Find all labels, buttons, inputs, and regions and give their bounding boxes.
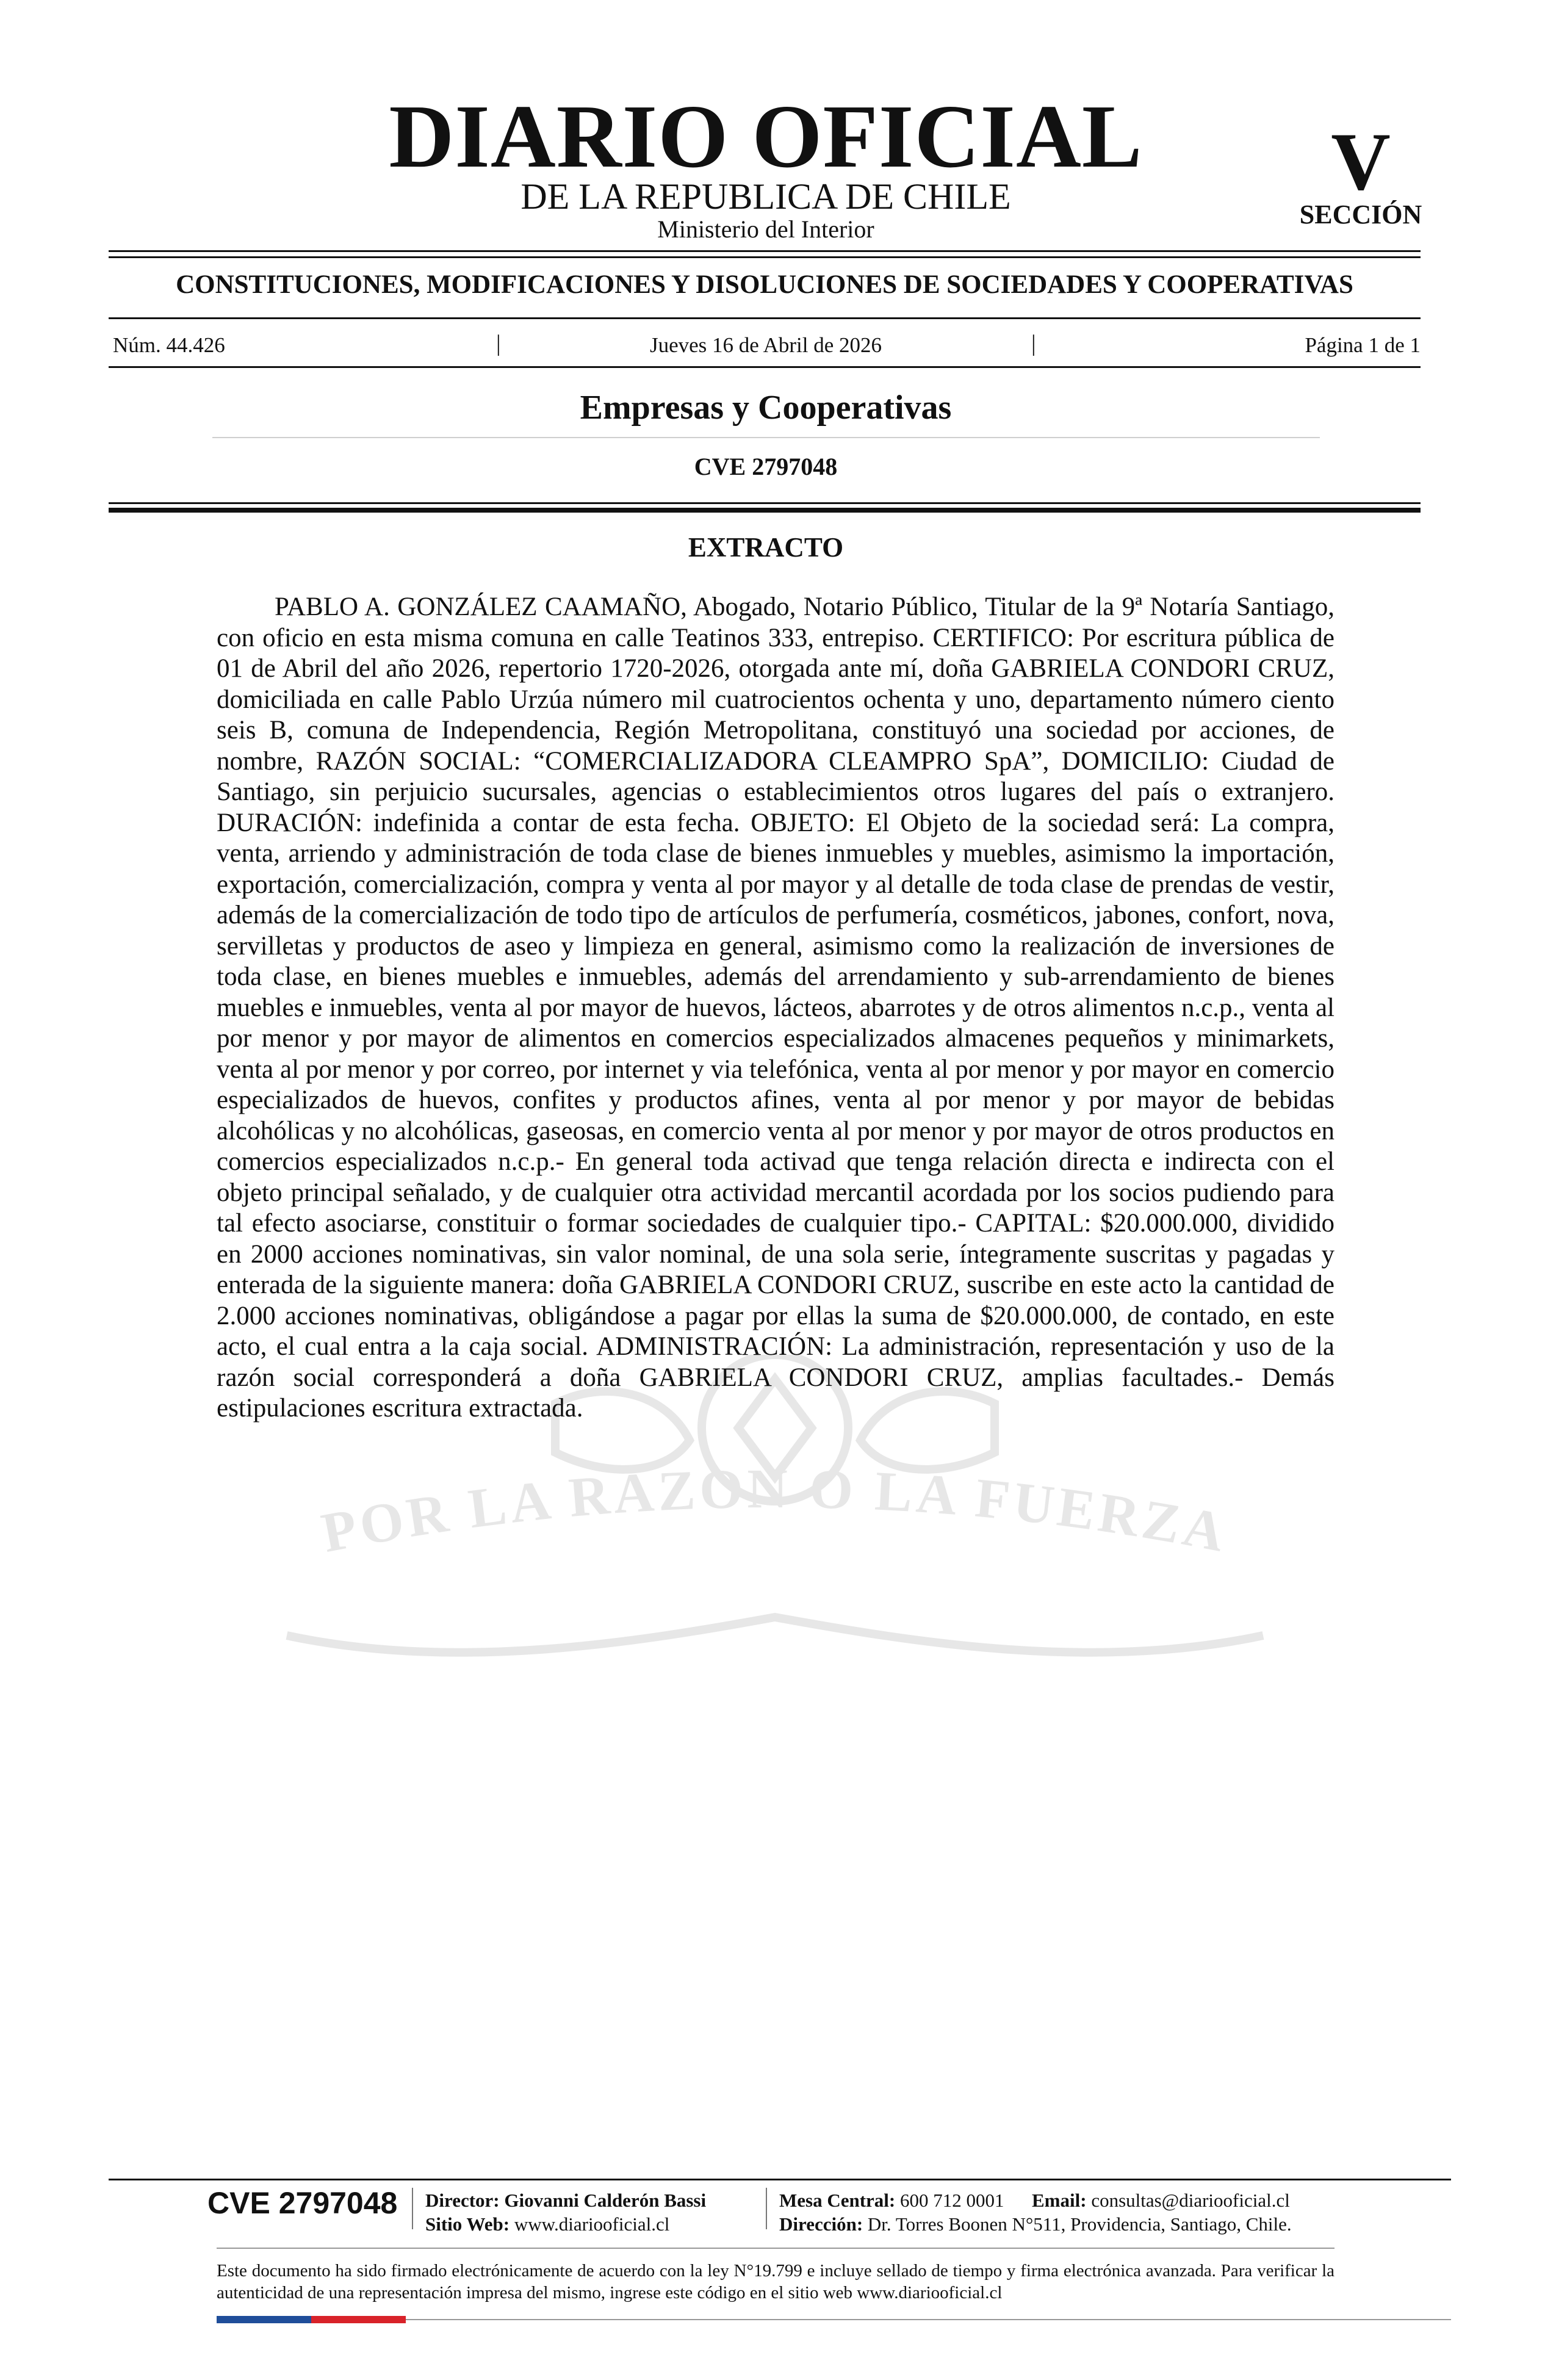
extract-title: EXTRACTO (688, 532, 844, 563)
cve-heading: CVE 2797048 (694, 453, 838, 480)
footer-separator (412, 2188, 413, 2229)
masthead-title: DIARIO OFICIAL (389, 87, 1143, 187)
footer-contact (779, 2191, 1290, 2210)
footer-separator (766, 2188, 767, 2229)
cve-rule-thick (109, 508, 1421, 513)
masthead-rule-top (109, 250, 1421, 252)
category-title: Empresas y Cooperativas (580, 389, 952, 427)
masthead-ministry: Ministerio del Interior (657, 215, 874, 243)
cve-rule-thin (109, 502, 1421, 504)
section-banner: CONSTITUCIONES, MODIFICACIONES Y DISOLUCIONES DE SOCIEDADES Y COOPERATIVAS (176, 270, 1353, 299)
brand-bar-blue (217, 2316, 311, 2323)
footer-rule-bottom (406, 2319, 1451, 2320)
footer-rule-mid (217, 2248, 1334, 2249)
issue-number: Núm. 44.426 (113, 333, 225, 357)
svg-text:POR LA RAZON O LA FUERZA (317, 1457, 1233, 1564)
footer-address (779, 2215, 1292, 2234)
issue-separator: | (1031, 331, 1036, 356)
footer-director-label: Director: (425, 2190, 500, 2211)
footer-web-link[interactable]: www.diariooficial.cl (514, 2213, 670, 2235)
brand-bar-red (311, 2316, 406, 2323)
masthead-rule-bottom (109, 256, 1421, 258)
issue-rule (109, 366, 1421, 368)
footer-director (425, 2191, 706, 2210)
footer-cve: CVE 2797048 (207, 2186, 398, 2220)
watermark-motto: POR LA RAZON O LA FUERZA (317, 1457, 1233, 1564)
footer-email-link[interactable]: consultas@diariooficial.cl (1091, 2190, 1290, 2211)
masthead-subtitle: DE LA REPUBLICA DE CHILE (520, 176, 1011, 217)
footer-rule-top (109, 2179, 1451, 2180)
footer-address-value: Dr. Torres Boonen N°511, Providencia, Santiago, Chile. (867, 2213, 1292, 2235)
issue-date: Jueves 16 de Abril de 2026 (649, 333, 882, 357)
footer-address-label: Dirección: (779, 2213, 863, 2235)
footer-phone-label: Mesa Central: (779, 2190, 896, 2211)
issue-separator: | (496, 331, 501, 356)
footer-director-value: Giovanni Calderón Bassi (504, 2190, 707, 2211)
extract-body: PABLO A. GONZÁLEZ CAAMAÑO, Abogado, Notario Público, Titular de la 9ª Notaría Santiago, con oficio en esta misma comuna en calle Teatinos 333, entrepiso. CERTIFICO: Por escritura pública de 01 de Abril del año 2026, repertorio 1720-2026, otorgada ante mí, doña GABRIELA CONDORI CRUZ, domiciliada en calle Pablo Urzúa número mil cuatrocientos ochenta y uno, departamento número ciento seis B, comuna de Independencia, Región Metropolitana, constituyó una sociedad por acciones, de nombre, RAZÓN SOCIAL: “COMERCIALIZADORA CLEAMPRO SpA”, DOMICILIO: Ciudad de Santiago, sin perjuicio sucursales, agencias o establecimientos otros lugares del país o extranjero. DURACIÓN: indefinida a contar de esta fecha. OBJETO: El Objeto de la sociedad será: La compra, venta, arriendo y administración de toda clase de bienes inmuebles y muebles, asimismo la importación, exportación, comercialización, compra y venta al por mayor y al detalle de toda clase de prendas de vestir, además de la comercialización de todo tipo de artículos de perfumería, cosméticos, jabones, confort, nova, servilletas y productos de aseo y limpieza en general, asimismo como la realización de inversiones de toda clase, en bienes muebles e inmuebles, además del arrendamiento y sub-arrendamiento de bienes muebles e inmuebles, venta al por mayor de huevos, lácteos, abarrotes y de otros alimentos n.c.p., venta al por menor y por mayor de alimentos en comercios especializados almacenes pequeños y minimarkets, venta al por menor y por correo, por internet y via telefónica, venta al por menor y por mayor en comercio especializados de huevos, confites y productos afines, venta al por menor y por mayor de bebidas alcohólicas y no alcohólicas, gaseosas, en comercio venta al por menor y por mayor de otros productos en comercios especializados n.c.p.- En general toda activad que tenga relación directa e indirecta con el objeto principal señalado, y de cualquier otra actividad mercantil acordada por los socios pudiendo para tal efecto asociarse, constituir o formar sociedades de cualquier tipo.- CAPITAL: $20.000.000, dividido en 2000 acciones nominativas, sin valor nominal, de una sola serie, íntegramente suscritas y pagadas y enterada de la siguiente manera: doña GABRIELA CONDORI CRUZ, suscribe en este acto la cantidad de 2.000 acciones nominativas, obligándose a pagar por ellas la suma de $20.000.000, de contado, en este acto, el cual entra a la caja social. ADMINISTRACIÓN: La administración, representación y uso de la razón social corresponderá a doña GABRIELA CONDORI CRUZ, amplias facultades.- Demás estipulaciones escritura extractada. (217, 593, 1334, 1423)
brand-color-bar (217, 2316, 406, 2323)
footer-phone-value: 600 712 0001 (900, 2190, 1004, 2211)
section-letter: V (1331, 117, 1391, 207)
footer-disclaimer: Este documento ha sido firmado electrónicamente de acuerdo con la ley N°19.799 e incluye sellado de tiempo y firma electrónica avanzada. Para verificar la autenticidad de una representación impresa del mismo, ingrese este código en el sitio web www.diariooficial.cl (217, 2261, 1334, 2302)
banner-rule-top (109, 317, 1421, 319)
footer-email-label: Email: (1032, 2190, 1087, 2211)
footer-website (425, 2215, 669, 2234)
issue-page: Página 1 de 1 (1305, 333, 1421, 357)
category-divider (212, 437, 1320, 438)
section-word: SECCIÓN (1299, 200, 1422, 229)
footer-web-label: Sitio Web: (425, 2213, 510, 2235)
